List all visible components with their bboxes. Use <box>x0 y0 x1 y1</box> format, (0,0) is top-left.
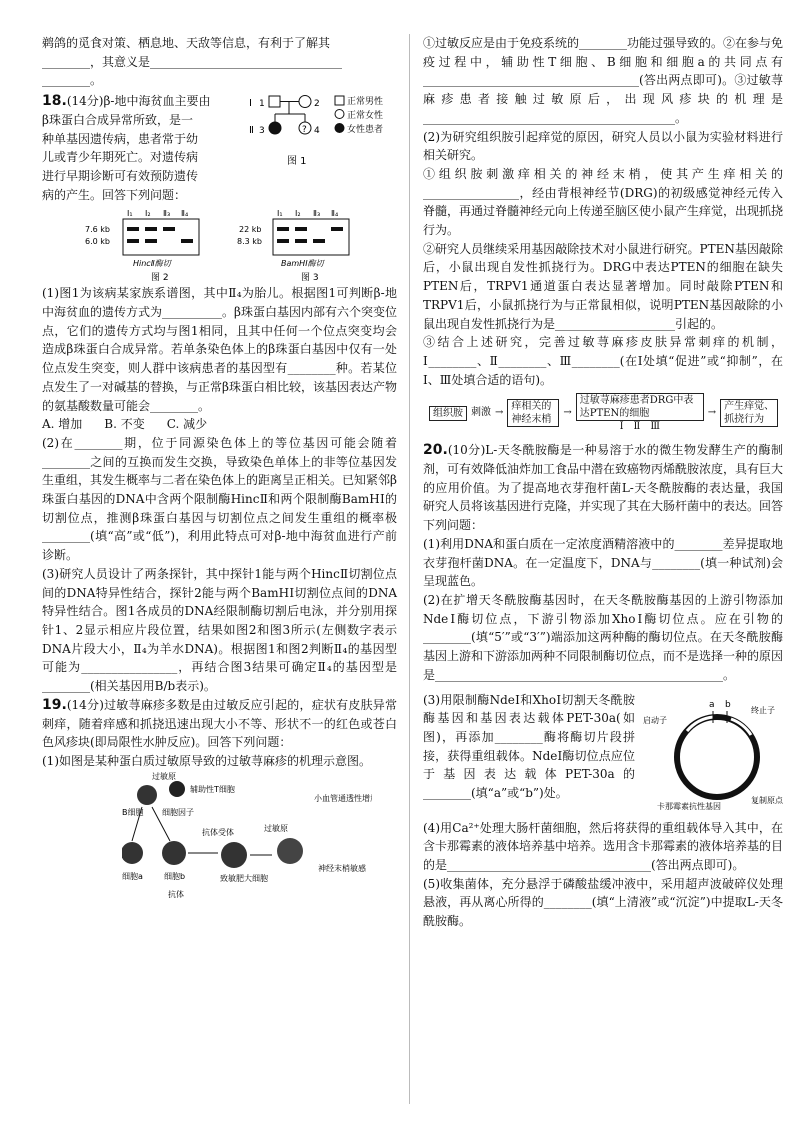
figure-caption: 图 1 <box>287 156 307 168</box>
right-column <box>423 34 783 931</box>
legend-female-icon <box>335 110 344 119</box>
legend-label: 正常男性 <box>347 97 384 108</box>
antibody-label: 抗体 <box>168 889 184 899</box>
q20-part4: (4)用Ca²⁺处理大肠杆菌细胞，然后将获得的重组载体导入其中，在含卡那霉素的液体培养基中培养。选用含卡那霉素的液体培养基的目的是__________________________________(答出两点即可)。 <box>423 820 784 872</box>
cell-a-shape <box>122 842 143 864</box>
gel-band <box>277 227 289 231</box>
band-size-label: 7.6 kb <box>84 225 110 235</box>
gel-band <box>313 239 325 243</box>
site-a-label: a <box>709 699 715 710</box>
q18-intro-line: 病的产生。回答下列问题： <box>42 187 187 202</box>
lane-label: Ⅰ₁ <box>126 209 133 219</box>
gel-band <box>331 227 343 231</box>
allergy-mechanism-figure <box>122 771 372 901</box>
q20-intro: (10分)L-天冬酰胺酶是一种易溶于水的微生物发酵生产的酶制剂，可有效降低油炸加工食品中潜在致癌物丙烯酰胺浓度，具有巨大的应用价值。为了提高地衣芽孢杆菌L-天冬酰胺酶的表达量，我国研究人员将该基因进行克隆，并实现了其在大肠杆菌中的表达。回答下列问题： <box>423 443 784 533</box>
allergen2-label: 过敏原 <box>264 823 288 833</box>
intro-line: ________，其意义是________________________________ <box>42 54 343 69</box>
lane-label: Ⅰ₁ <box>276 209 283 219</box>
gel-band <box>295 239 307 243</box>
legend-label: 女性患者 <box>347 125 384 136</box>
promoter-label: 启动子 <box>643 715 667 725</box>
question-number: 19. <box>42 696 67 713</box>
cell-b-label: 细胞b <box>164 871 186 881</box>
option-b: B. 不变 <box>104 417 145 432</box>
pedigree-chart <box>247 92 397 172</box>
gel-band <box>181 239 193 243</box>
allergen-label: 过敏原 <box>152 771 176 781</box>
intro-line: 鹈鸽的觅食对策、栖息地、天敌等信息，有利于了解其 <box>42 36 331 50</box>
q18-part3: (3)研究人员设计了两条探针，其中探针1能与两个HincⅡ切割位点间的DNA特异性结合，探针2能与两个BamHⅠ切割位点间的DNA特异性结合。图1各成员的DNA经限制酶切割后电泳，并分别用探针1、2显示相应片段位置，结果如图2和图3所示(左侧数字表示DNA片段大小，Ⅱ₄为羊水DNA)。根据图1和图2判断Ⅱ₄的基因型可能为________________，再结合图3结果可确定Ⅱ₄的基因型是________(相关基因用B/b表示)。 <box>42 566 397 694</box>
cell-a-label: 细胞a <box>122 871 143 881</box>
legend-label: 正常女性 <box>347 111 384 122</box>
flow-arrow-label: 刺激 <box>471 407 491 419</box>
gel-band <box>145 227 157 231</box>
left-column <box>42 34 397 906</box>
gel-band <box>277 239 289 243</box>
q20-part5: (5)收集菌体，充分悬浮于磷酸盐缓冲液中，采用超声波破碎仪处理悬液，再从离心所得的________(填“上清液”或“沉淀”)中提取L-天冬酰胺酶。 <box>423 876 783 929</box>
q19-part1-cont: ①过敏反应是由于免疫系统的________功能过强导致的。②在参与免疫过程中，辅助性T细胞、B细胞和细胞a的共同点有____________________________________(答出两点即可)。③过敏荨麻疹患者接触过敏原后，出现风疹块的机理是__________________________________________。 <box>423 36 784 125</box>
gel-band <box>145 239 157 243</box>
q19-part2-1: ①组织胺刺激痒相关的神经末梢，使其产生痒相关的________________，经由背根神经节(DRG)的初级感觉神经元传入脊髓，再通过脊髓神经元向上传递至脑区使小鼠产生痒觉，出现抓挠行为。 <box>423 166 784 238</box>
question-number: 20. <box>423 442 448 459</box>
q18-intro-line: 种单基因遗传病，患者常于幼 <box>42 131 199 146</box>
q20-part3: (3)用限制酶NdeⅠ和XhoⅠ切割天冬酰胺酶基因和基因表达载体PET-30a(如图)，再添加________酶将酶切片段拼接，获得重组载体。NdeⅠ酶切位点应位于基因表达载体PET-30a的________(填“a”或“b”)处。 <box>423 692 635 801</box>
q19-part1: (1)如图是某种蛋白质过敏原导致的过敏荨麻疹的机理示意图。 <box>42 753 372 768</box>
receptor-label: 抗体受体 <box>202 827 234 837</box>
gel-fig3 <box>235 206 355 282</box>
ori-label: 复制原点 <box>751 795 783 805</box>
pedigree-figure <box>247 92 397 204</box>
option-c: C. 减少 <box>166 417 208 432</box>
q18-part1: (1)图1为该病某家族系谱图，其中Ⅱ₄为胎儿。根据图1可判断β-地中海贫血的遗传方式为__________。β珠蛋白基因内部有六个突变位点，它们的遗传方式均与图1相同，且其中任何一个位点突变均会造成β珠蛋白合成异常。若单条染色体上的β珠蛋白基因中仅有一处位点发生突变，则人群中该病患者的基因型有________种。若某位点发生了一对碱基的替换，与正常β珠蛋白相比较，该基因表达产物的氨基酸数量可能会________。 <box>42 286 397 413</box>
lane-label: Ⅱ₃ <box>162 209 170 219</box>
q18-options <box>42 415 397 434</box>
q19-part2-3: ③结合上述研究，完善过敏荨麻疹皮肤异常刺痒的机制，Ⅰ________、Ⅱ________、Ⅲ________(在Ⅰ处填“促进”或“抑制”，在Ⅰ、Ⅲ处填合适的语句)。 <box>423 335 783 387</box>
gel-fig2 <box>85 206 205 282</box>
q18-header-row <box>42 92 397 204</box>
flow-drg-group <box>576 393 704 433</box>
mast-label: 致敏肥大细胞 <box>220 873 268 883</box>
band-size-label: 8.3 kb <box>236 237 262 247</box>
q19-part2-2: ②研究人员继续采用基因敲除技术对小鼠进行研究。PTEN基因敲除后，小鼠出现自发性抓挠行为。DRG中表达PTEN的细胞在缺失PTEN后，TRPV1通道蛋白表达显著增加。同时敲除PTEN和TRPV1后，小鼠抓挠行为与正常鼠相似，说明PTEN基因敲除的小鼠出现自发性抓挠行为是____________________引起的。 <box>423 241 783 331</box>
q20-part2: (2)在扩增天冬酰胺酶基因时，在天冬酰胺酶基因的上游引物添加NdeⅠ酶切位点，下游引物添加XhoⅠ酶切位点。应在引物的________(填“5′”或“3′”)端添加这两种酶的酶切位点。在天冬酰胺酶基因上游和下游添加两种不同限制酶切位点，而不是选择一种的原因是________________________________________________。 <box>423 592 784 682</box>
member-label: 3 <box>259 126 265 137</box>
gel-band <box>127 239 139 243</box>
gen-label: Ⅰ <box>249 98 252 110</box>
q20-part3-text <box>423 691 635 819</box>
lane-label: Ⅱ₄ <box>330 209 338 219</box>
plasmid-figure <box>643 691 783 819</box>
band-size-label: 22 kb <box>238 225 261 235</box>
degranulating-cell-shape <box>277 838 303 864</box>
mast-cell-shape <box>221 842 247 868</box>
flow-blank-marks: Ⅰ Ⅱ Ⅲ <box>619 421 660 433</box>
member-label: 2 <box>314 99 320 110</box>
q18-part2: (2)在________期，位于同源染色体上的等位基因可能会随着________之间的互换而发生交换，导致染色单体上的非等位基因发生重组，其发生概率与二者在染色体上的距离呈正相关。已知紧邻β珠蛋白基因的DNA中含两个限制酶HincⅡ和两个限制酶BamHⅠ的切割位点，推测β珠蛋白基因与切割位点之间发生重组的概率极________(填“高”或“低”)，利用此特点可对β-地中海贫血进行产前诊断。 <box>42 435 397 563</box>
q20-part3-row <box>423 691 783 819</box>
terminator-label: 终止子 <box>751 705 775 715</box>
flow-box-histamine: 组织胺 <box>429 406 467 421</box>
q18-intro-line: β珠蛋白合成异常所致，是一 <box>42 112 193 127</box>
legend-male-icon <box>335 96 344 105</box>
figure-caption: 图 3 <box>300 273 319 283</box>
member-label: 4 <box>314 126 320 137</box>
q18-intro <box>42 92 239 204</box>
female-affected-shape <box>269 122 281 134</box>
enzyme-label: HincⅡ酶切 <box>132 259 171 269</box>
fetus-question-mark: ? <box>302 125 307 136</box>
legend-affected-icon <box>335 124 344 133</box>
factor-label: 细胞因子 <box>162 807 194 817</box>
nerve-label: 神经末梢敏感 <box>318 863 366 873</box>
arrow-icon: → <box>707 407 717 419</box>
lane-label: Ⅱ₃ <box>312 209 320 219</box>
q19-part2: (2)为研究组织胺引起痒觉的原因，研究人员以小鼠为实验材料进行相关研究。 <box>423 129 783 163</box>
mechanism-flowchart <box>429 393 783 433</box>
gel-band <box>127 227 139 231</box>
option-a: A. 增加 <box>42 417 83 432</box>
th-cell-shape <box>169 781 185 797</box>
flow-box-itch: 产生痒觉、抓挠行为 <box>720 399 778 427</box>
gel-band <box>295 227 307 231</box>
q18-intro-line: 儿或青少年期死亡。对遗传病 <box>42 150 199 165</box>
flow-box-nerve: 痒相关的神经末梢 <box>507 399 559 427</box>
q18-intro-line: (14分)β-地中海贫血主要由 <box>66 94 211 109</box>
arrow-icon: → <box>563 407 572 419</box>
lane-label: Ⅰ₂ <box>294 209 301 219</box>
q19-intro: (14分)过敏荨麻疹多数是由过敏反应引起的，症状有皮肤异常刺痒，随着痒感和抓挠迅速出现大小不等、形状不一的红色或苍白色风疹块(即局限性水肿反应)。回答下列问题： <box>42 697 397 750</box>
th-label: 辅助性T细胞 <box>190 784 235 794</box>
gel-frame <box>273 219 349 255</box>
member-label: 1 <box>259 99 265 110</box>
vessel-label: 小血管通透性增加 <box>314 793 372 803</box>
b-cell-shape <box>137 785 157 805</box>
female-normal-shape <box>299 96 311 108</box>
band-size-label: 6.0 kb <box>84 237 110 247</box>
gel-figures <box>42 206 397 282</box>
question-number: 18. <box>42 93 67 110</box>
q18-intro-line: 进行早期诊断可有效预防遗传 <box>42 168 199 183</box>
site-b-label: b <box>725 699 731 710</box>
q20-part1: (1)利用DNA和蛋白质在一定浓度酒精溶液中的________差异提取地衣芽孢杆菌DNA。在一定温度下，DNA与________(填一种试剂)会呈现蓝色。 <box>423 536 783 589</box>
intro-line: ________。 <box>42 73 103 88</box>
column-divider <box>409 34 410 1104</box>
gel-band <box>163 227 175 231</box>
bcell-label: B细胞 <box>122 807 144 817</box>
flow-box-drg: 过敏荨麻疹患者DRG中表达PTEN的细胞 <box>576 393 704 421</box>
arrow-icon: → <box>495 407 504 419</box>
lane-label: Ⅱ₄ <box>180 209 188 219</box>
figure-caption: 图 2 <box>150 273 169 283</box>
cell-b-shape <box>162 841 186 865</box>
gen-label: Ⅱ <box>249 125 254 137</box>
gel-frame <box>123 219 199 255</box>
male-normal-shape <box>269 96 280 107</box>
enzyme-label: BamHⅠ酶切 <box>280 259 324 269</box>
lane-label: Ⅰ₂ <box>144 209 151 219</box>
kan-label: 卡那霉素抗性基因 <box>657 801 721 811</box>
